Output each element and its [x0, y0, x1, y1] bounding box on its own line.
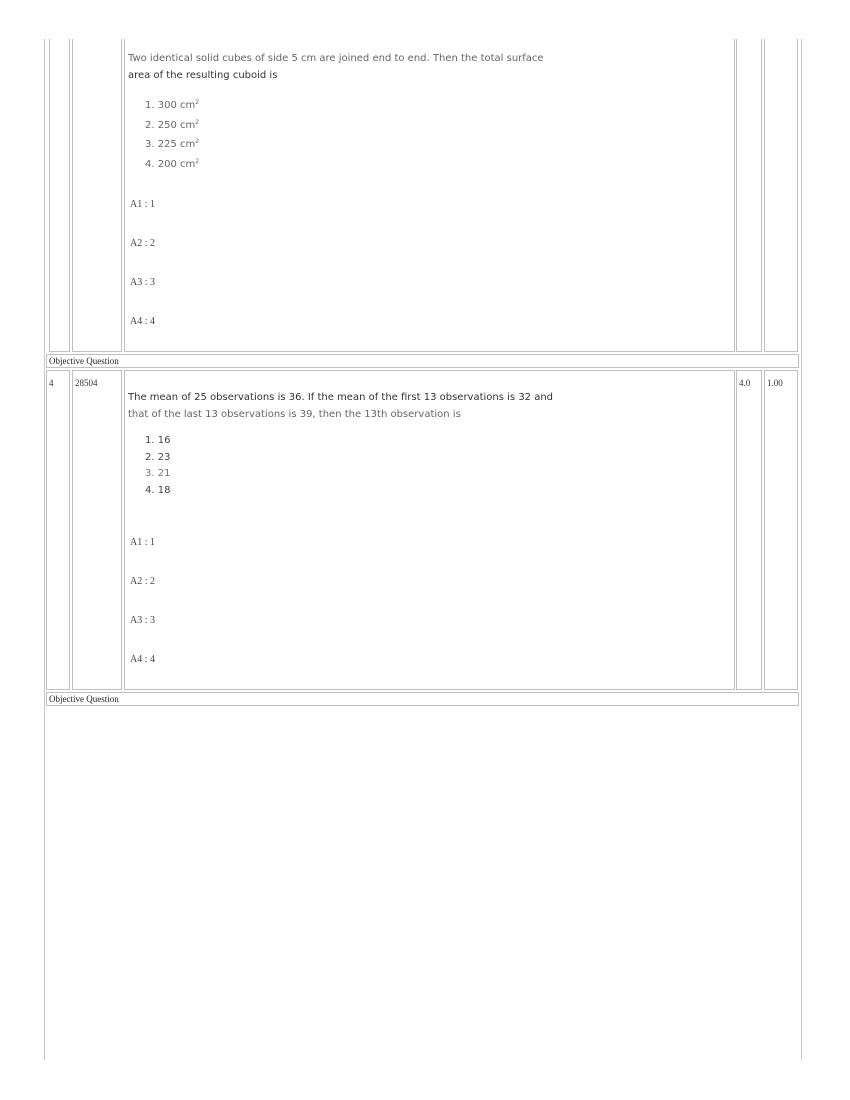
q1-number-cell [49, 39, 70, 352]
q2-id-cell [72, 370, 122, 690]
options-list [145, 433, 170, 499]
answer-line: A4 : 4 [130, 316, 155, 327]
question-stem-line: The mean of 25 observations is 36. If the mean of the first 13 observations is 32 and [128, 392, 554, 403]
question-id: 28504 [75, 378, 98, 388]
answer-line: A1 : 1 [130, 537, 155, 548]
q2-content-cell [124, 370, 735, 690]
option-item: 3. 21 [145, 468, 171, 479]
answer-line: A4 : 4 [130, 654, 155, 665]
answer-line: A1 : 1 [130, 199, 155, 210]
q1-id-cell [72, 39, 122, 352]
q1-content-cell [124, 39, 735, 352]
marks-value: 4.0 [739, 378, 751, 388]
question-number: 4 [49, 378, 54, 388]
q1-negative-cell [764, 39, 798, 352]
option-item: 4. 18 [145, 484, 171, 496]
option-item: 2. 250 $cm^2$ [145, 118, 200, 131]
negative-marks-value: 1.00 [767, 378, 783, 388]
answer-line: A3 : 3 [130, 615, 155, 626]
question-type-label: Objective Question [46, 692, 799, 706]
q2-marks-cell [736, 370, 762, 690]
question-number [50, 45, 54, 57]
option-item: 1. 300 $cm^2$ [145, 99, 200, 111]
q2-negative-cell [764, 370, 798, 690]
option-item: 3. 225 $cm^2$ [145, 138, 200, 150]
option-item: 1. 16 [145, 435, 171, 446]
q2-number-cell [46, 370, 70, 690]
question-id [73, 45, 77, 57]
question-stem-line: Two identical solid cubes of side 5 cm are joined end to end. Then the total surface [128, 53, 544, 64]
answer-line: A2 : 2 [130, 238, 155, 249]
negative-marks-value [765, 45, 769, 57]
q1-marks-cell [736, 39, 762, 352]
question-stem-line: that of the last 13 observations is 39, then the 13th observation is [128, 409, 461, 420]
option-item: 4. 200 $cm^2$ [145, 157, 200, 170]
option-item: 2. 23 [145, 451, 171, 463]
answer-line: A2 : 2 [130, 576, 155, 587]
options-list [145, 95, 199, 173]
question-type-label: Objective Question [46, 354, 799, 368]
marks-value [737, 45, 741, 57]
question-stem-line: area of the resulting cuboid is [128, 70, 278, 81]
answer-line: A3 : 3 [130, 277, 155, 288]
